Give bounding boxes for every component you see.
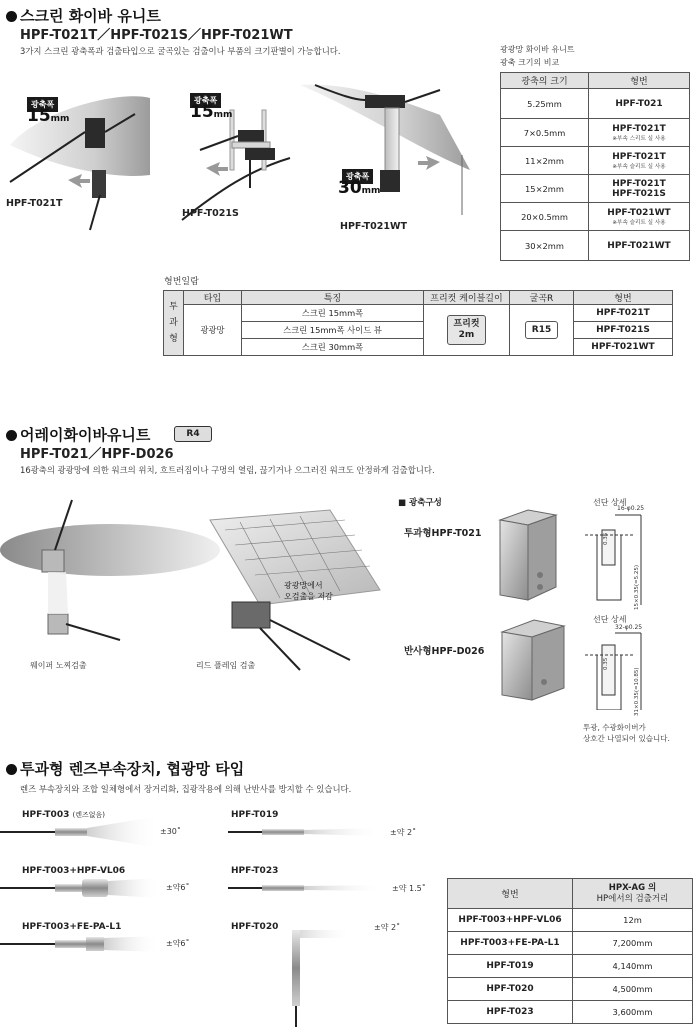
fiber-model-5: HPF-T023: [231, 866, 279, 876]
fig1-badge: 광축폭: [27, 92, 58, 112]
table-row: 20×0.5mm HPF-T021WT ※부속 슬리트 실 사용: [501, 203, 690, 231]
table-row: HPF-T019 4,140mm: [448, 955, 693, 978]
fiber-angle-2: ±약6˚: [166, 883, 190, 892]
fig1-head-low: [92, 170, 106, 198]
array-head-upper: [42, 550, 64, 572]
fiber3-lens: [86, 937, 104, 951]
fiber-model-3: HPF-T003+FE-PA-L1: [22, 922, 122, 932]
fig3-model: HPF-T021WT: [340, 221, 407, 232]
array-head-lower: [48, 614, 68, 634]
table-row: 광광망 스크린 15mm폭 프리컷 2m R15 HPF-T021T: [164, 305, 673, 322]
tip-detail-drawings: [575, 505, 685, 710]
fiber-angle-3: ±약6˚: [166, 939, 190, 948]
fiber-model-1: HPF-T003 (렌즈없음): [22, 810, 105, 820]
cable-pill: 프리컷 2m: [447, 315, 485, 345]
section3-description: 렌즈 부속장치와 조합 일체형에서 장거리화, 집광작용에 의해 난반사를 방지할 수 있습니다.: [20, 784, 352, 794]
app2-caption: 리드 플레임 검출: [196, 661, 256, 670]
dim2-top: 32-φ0.25: [615, 624, 643, 631]
table-row: 스크린 30mm폭 HPF-T021WT: [164, 339, 673, 356]
fiber-angle-5: ±약 1.5˚: [392, 884, 426, 893]
fiber-angle-1: ±30˚: [160, 827, 181, 836]
bullet-dot-icon: [6, 11, 17, 22]
fig1-arrow-icon: [68, 174, 90, 188]
table-row: 15×2mm HPF-T021T HPF-T021S: [501, 175, 690, 203]
table-row: 7×0.5mm HPF-T021T ※부속 스리트 실 사용: [501, 119, 690, 147]
fiber1-ferrule: [55, 828, 87, 836]
fiber4-ferrule: [262, 829, 304, 835]
bend-pill: R15: [525, 321, 558, 339]
dim2-side: 31×0.35(=10.85): [634, 667, 640, 716]
array-heads-3d: [488, 505, 588, 715]
table-row: HPF-T020 4,500mm: [448, 978, 693, 1001]
dim2-mid: 0.35: [603, 657, 609, 670]
fig2-size: 15mm: [190, 102, 233, 122]
dim1-side: 15×0.35(=5.25): [634, 565, 640, 610]
table-row: 스크린 15mm폭 사이드 뷰 HPF-T021S: [164, 322, 673, 339]
fiber6-ferrule: [292, 930, 300, 1006]
type1-label: 투과형HPF-T021: [404, 528, 482, 539]
fig1-model: HPF-T021T: [6, 198, 63, 209]
app2-note: 광광망에서 오검출을 저감: [284, 581, 333, 601]
distance-table: 형번 HPX-AG 의 HP에서의 검출거리 HPF-T003+HPF-VL06 12m HPF-T003+FE-PA-L1 7,200mm HPF-T019 4,140mm HPF-T020 4,500mm HPF-T023 3,600mm: [447, 878, 693, 1024]
compare-caption-1: 광광망 화이바 유니트: [500, 45, 575, 54]
detail-label-2: 선단 상세: [593, 615, 627, 624]
app1-caption: 웨이퍼 노찌검출: [30, 661, 87, 670]
model-list-table: 투 과 형 타입 특징 프리컷 케이블길이 굴곡R 형번 광광망 스크린 15mm폭 프리컷 2m R15 HPF-T021T 스크린 15mm폭 사이드 뷰 HPF-T021S 스크린 30mm폭 HPF-T021WT: [163, 290, 673, 356]
table-row: HPF-T003+HPF-VL06 12m: [448, 909, 693, 932]
type1-head: [500, 520, 528, 600]
compare-table: [500, 72, 690, 261]
fig2-badge: 광축폭: [190, 88, 221, 108]
axis-structure-title: ■ 광축구성: [398, 498, 442, 508]
fig3-band: [385, 108, 399, 178]
fig3-head: [365, 95, 405, 108]
section2-description: 16광축의 광광망에 의한 워크의 위치, 흐트러짐이나 구멍의 열림, 끊기거나 으그러진 워크도 안정하게 검출합니다.: [20, 465, 435, 475]
array-footnote: 투광, 수광화이버가 상호간 나열되어 있습니다.: [583, 723, 670, 743]
table-row: 30×2mm HPF-T021WT: [501, 231, 690, 261]
fiber5-ferrule: [262, 885, 304, 891]
table-row: HPF-T023 3,600mm: [448, 1001, 693, 1024]
compare-header-size: 광축의 크기: [501, 73, 589, 89]
fig2-model: HPF-T021S: [182, 208, 239, 219]
section1-title: 스크린 화이바 유니트: [6, 5, 161, 26]
table-row: 5.25mm HPF-T021: [501, 89, 690, 119]
fiber2-lens: [82, 879, 108, 897]
table-row: HPF-T003+FE-PA-L1 7,200mm: [448, 932, 693, 955]
fig3-arrow-icon: [418, 156, 440, 170]
screen-fiber-illustration: [0, 70, 490, 245]
bullet-dot-icon: [6, 764, 17, 775]
section1-description: 3가지 스크린 광축폭과 검출타입으로 굴곡있는 검출이나 부품의 크기판별이 가능합니다.: [20, 46, 341, 56]
section2-models: HPF-T021／HPF-D026: [20, 447, 174, 462]
fig2-head: [238, 130, 264, 142]
fiber-model-4: HPF-T019: [231, 810, 279, 820]
type2-label: 반사형HPF-D026: [404, 646, 485, 657]
compare-caption-2: 광축 크기의 비교: [500, 58, 560, 67]
section2-title: 어레이화이바유니트: [6, 424, 150, 445]
fig1-size: 15mm: [27, 106, 70, 126]
dim1-top: 16-φ0.25: [617, 505, 645, 512]
fig3-size: 30mm: [338, 178, 381, 198]
r4-tag: R4: [174, 426, 212, 442]
fiber-model-2: HPF-T003+HPF-VL06: [22, 866, 126, 876]
fiber1-beam: [87, 818, 160, 848]
table-row: 11×2mm HPF-T021T ※부속 슬리트 실 사용: [501, 147, 690, 175]
detail-label-1: 선단 상세: [593, 498, 627, 507]
array-head-board: [232, 602, 270, 628]
fig3-badge: 광축폭: [342, 164, 373, 184]
fig2-arrow-icon: [206, 162, 228, 176]
list-caption: 형번일람: [164, 277, 199, 287]
type2-head: [502, 632, 532, 700]
fiber-model-6: HPF-T020: [231, 922, 279, 932]
section1-models: HPF-T021T／HPF-T021S／HPF-T021WT: [20, 28, 293, 43]
bullet-dot-icon: [6, 430, 17, 441]
fiber-angle-6: ±약 2˚: [374, 923, 401, 932]
dim1-mid: 0.35: [603, 532, 609, 545]
fiber-angle-4: ±약 2˚: [390, 828, 417, 837]
wafer-disc: [0, 524, 220, 576]
compare-header-model: 형번: [589, 73, 690, 89]
list-side-label: 투 과 형: [164, 291, 184, 356]
section3-title: 투과형 렌즈부속장치, 협광망 타입: [6, 758, 244, 779]
fig1-head: [85, 118, 105, 148]
